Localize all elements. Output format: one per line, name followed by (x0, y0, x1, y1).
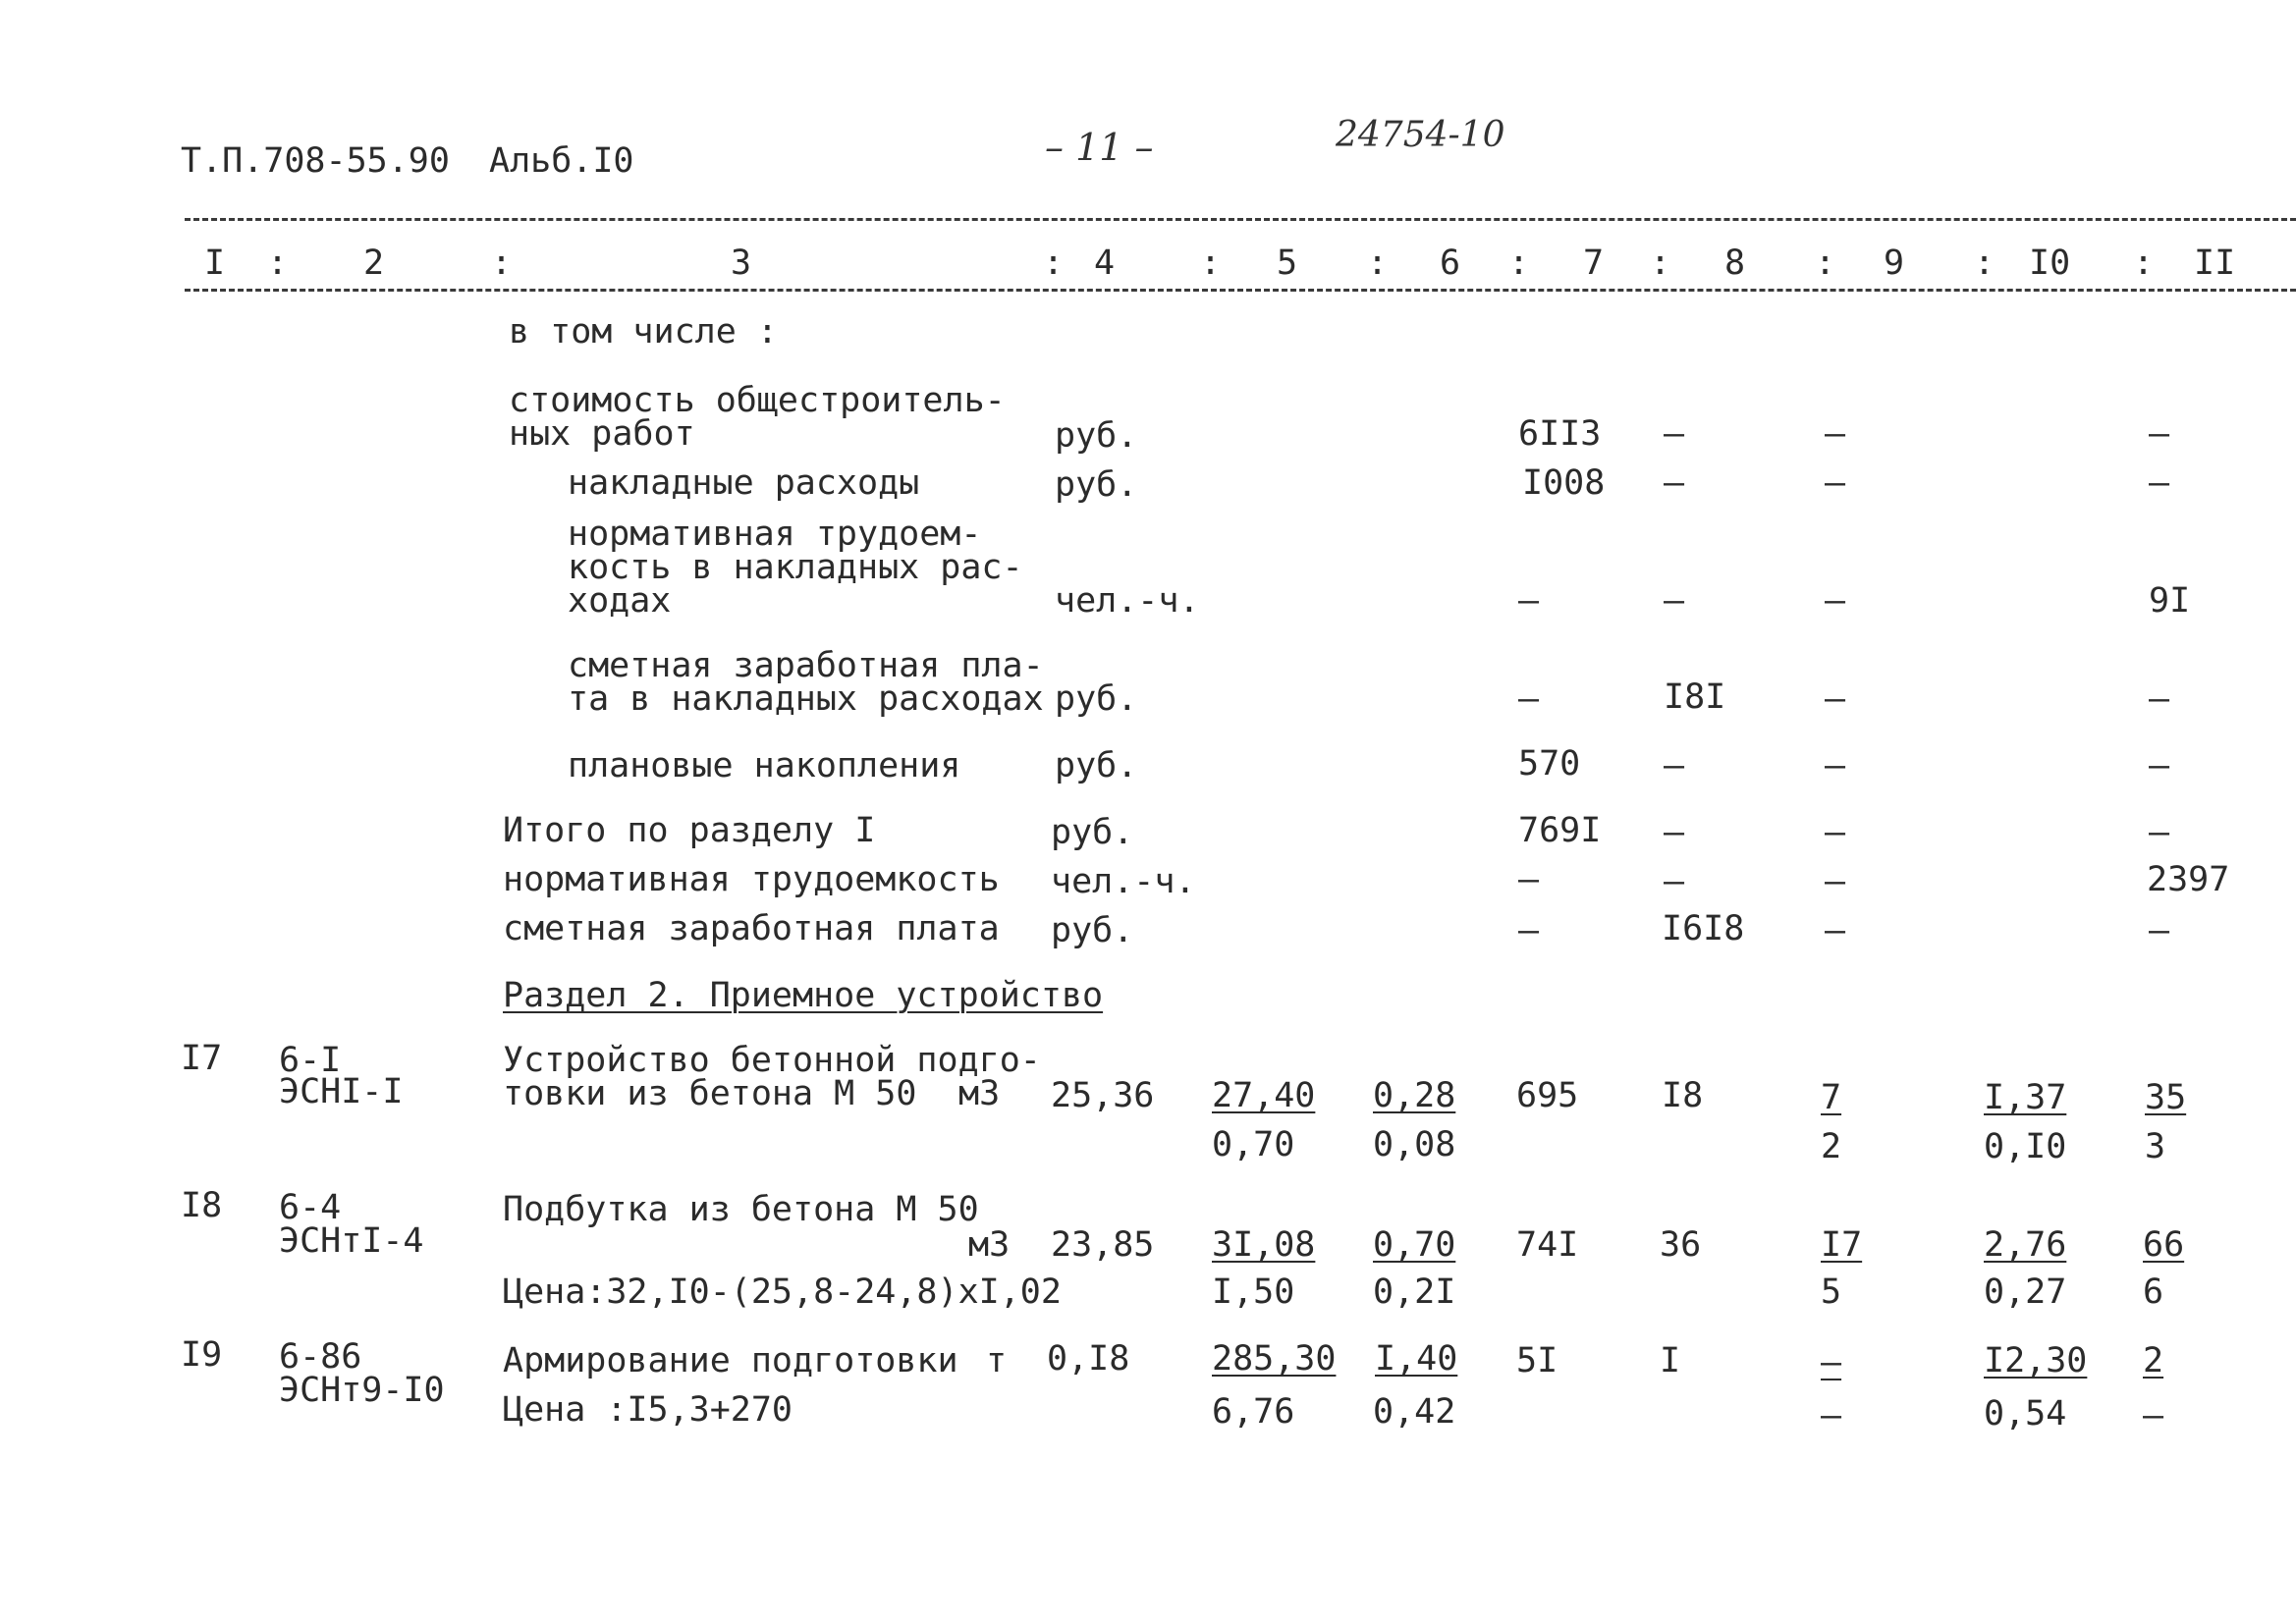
cell-c11-top: 2 (2143, 1341, 2164, 1380)
cell-c11-bottom: 3 (2145, 1127, 2166, 1166)
col-sep: : (267, 243, 289, 283)
cell-c10-bottom: 0,27 (1984, 1272, 2067, 1312)
cell-c11-bottom: 6 (2143, 1272, 2164, 1312)
cell-c9-bottom: 2 (1821, 1127, 1842, 1166)
col-sep: : (1367, 243, 1389, 283)
cell-c7: 570 (1518, 744, 1581, 784)
cell-c6-top: 0,28 (1373, 1076, 1456, 1115)
cell-c11-top: 66 (2143, 1225, 2185, 1265)
top-rule (185, 218, 2296, 221)
norm-code: 6-4 (279, 1188, 342, 1227)
col-10: I0 (2029, 243, 2071, 283)
col-9: 9 (1884, 243, 1905, 283)
norm-code: 6-I (279, 1041, 342, 1080)
col-5: 5 (1277, 243, 1298, 283)
col-2: 2 (363, 243, 385, 283)
cell-c5-bottom: 0,70 (1212, 1125, 1295, 1164)
cell-c8: – (1664, 746, 1685, 785)
price-formula: Цена:32,I0-(25,8-24,8)хI,02 (503, 1272, 1062, 1312)
col-8: 8 (1724, 243, 1746, 283)
cell-c8: – (1664, 581, 1685, 621)
cell-c7: – (1518, 911, 1540, 950)
cell-c10-top: I2,30 (1984, 1341, 2088, 1380)
cell-c8: I (1660, 1341, 1681, 1380)
album-label: Альб.I0 (489, 141, 634, 181)
col-1: I (204, 243, 226, 283)
cell-c9: – (1825, 463, 1846, 503)
cell-c6-bottom: 0,2I (1373, 1272, 1456, 1312)
cell-c7: 769I (1518, 811, 1602, 850)
cell-c9-top: 7 (1821, 1078, 1842, 1117)
cell-c7: 74I (1516, 1225, 1579, 1265)
row-unit: руб. (1055, 679, 1138, 719)
row-desc: ходах (568, 581, 672, 621)
row-unit: руб. (1055, 746, 1138, 785)
cell-c7: I008 (1522, 463, 1606, 503)
cell-c7: – (1518, 679, 1540, 719)
cell-c11: – (2149, 679, 2170, 719)
norm-code: ЭСНт9-I0 (279, 1371, 445, 1410)
cell-c11: – (2149, 911, 2170, 950)
cell-c7: 5I (1516, 1341, 1558, 1380)
cell-c8: 36 (1660, 1225, 1702, 1265)
sheet-code: 24754-10 (1336, 115, 1505, 155)
item-number: I7 (181, 1039, 223, 1078)
row-desc: сметная заработная плата (503, 909, 1000, 948)
item-number: I8 (181, 1186, 223, 1225)
col-sep: : (1974, 243, 1995, 283)
row-desc: та в накладных расходах (568, 679, 1044, 719)
cell-c8: I6I8 (1662, 909, 1745, 948)
cell-c8: – (1664, 813, 1685, 852)
page-number: – 11 – (1045, 126, 1154, 169)
row-desc: нормативная трудоем- (568, 514, 982, 554)
row-desc: Подбутка из бетона М 50 (503, 1190, 979, 1229)
row-desc: Армирование подготовки (503, 1341, 958, 1380)
row-unit: руб. (1055, 465, 1138, 505)
section-total-label: Итого по разделу I (503, 811, 876, 850)
cell-c9: – (1825, 862, 1846, 901)
row-desc: накладные расходы (568, 463, 920, 503)
cell-c7: 6II3 (1518, 414, 1602, 454)
cell-c9-top: – (1821, 1343, 1842, 1382)
cell-c9: – (1825, 746, 1846, 785)
cell-c7: 695 (1516, 1076, 1579, 1115)
cell-c5-top: 285,30 (1212, 1339, 1337, 1379)
row-unit: м3 (958, 1074, 1001, 1113)
cell-c9-bottom: 5 (1821, 1272, 1842, 1312)
cell-c11-bottom: – (2143, 1396, 2164, 1435)
cell-c6-top: I,40 (1375, 1339, 1458, 1379)
row-desc: кость в накладных рас- (568, 548, 1023, 587)
row-unit: чел.-ч. (1055, 581, 1200, 621)
cell-c9: – (1825, 911, 1846, 950)
row-desc: ных работ (509, 414, 695, 454)
row-desc: сметная заработная пла- (568, 646, 1044, 685)
cell-c8: I8I (1664, 677, 1726, 717)
row-unit: т (986, 1341, 1008, 1380)
cell-c9: – (1825, 414, 1846, 454)
col-sep: : (1200, 243, 1222, 283)
document-code: Т.П.708-55.90 (181, 141, 450, 181)
cell-qty: 0,I8 (1047, 1339, 1130, 1379)
cell-c5-bottom: 6,76 (1212, 1392, 1295, 1432)
row-unit: руб. (1051, 911, 1134, 950)
cell-c11: – (2149, 463, 2170, 503)
cell-c11: 9I (2149, 581, 2191, 621)
cell-c9-bottom: – (1821, 1396, 1842, 1435)
col-3: 3 (731, 243, 752, 283)
norm-code: ЭСНтI-4 (279, 1221, 424, 1261)
col-sep: : (1043, 243, 1065, 283)
row-desc: товки из бетона М 50 (503, 1074, 917, 1113)
norm-code: ЭСНI-I (279, 1072, 404, 1111)
row-desc: Устройство бетонной подго- (503, 1041, 1041, 1080)
cell-c9: – (1825, 679, 1846, 719)
header-rule (185, 289, 2296, 292)
cell-qty: 25,36 (1051, 1076, 1155, 1115)
col-sep: : (491, 243, 513, 283)
cell-c9: – (1825, 813, 1846, 852)
row-unit: руб. (1055, 416, 1138, 456)
row-desc: нормативная трудоемкость (503, 860, 1000, 899)
cell-c8: – (1664, 414, 1685, 454)
cell-c5-top: 3I,08 (1212, 1225, 1316, 1265)
section-2-title: Раздел 2. Приемное устройство (503, 976, 1104, 1015)
cell-c5-bottom: I,50 (1212, 1272, 1295, 1312)
cell-c7: – (1518, 581, 1540, 621)
col-sep: : (1508, 243, 1530, 283)
cell-c7: – (1518, 860, 1540, 899)
row-unit: чел.-ч. (1051, 862, 1196, 901)
cell-c9-top: I7 (1821, 1225, 1863, 1265)
row-unit: руб. (1051, 813, 1134, 852)
norm-code: 6-86 (279, 1337, 362, 1377)
cell-c11: – (2149, 414, 2170, 454)
cell-c11: – (2149, 746, 2170, 785)
cell-c8: I8 (1662, 1076, 1704, 1115)
cell-c10-bottom: 0,54 (1984, 1394, 2067, 1434)
col-11: II (2194, 243, 2236, 283)
item-number: I9 (181, 1335, 223, 1375)
col-7: 7 (1583, 243, 1605, 283)
cell-c9: – (1825, 581, 1846, 621)
cell-c6-top: 0,70 (1373, 1225, 1456, 1265)
col-sep: : (2133, 243, 2155, 283)
including-label: в том числе : (509, 312, 778, 352)
col-sep: : (1650, 243, 1671, 283)
cell-c11-top: 35 (2145, 1078, 2187, 1117)
cell-c8: – (1664, 862, 1685, 901)
row-desc: стоимость общестроитель- (509, 381, 1006, 420)
price-formula: Цена :I5,3+270 (503, 1390, 793, 1430)
col-sep: : (1815, 243, 1836, 283)
cell-c10-bottom: 0,I0 (1984, 1127, 2067, 1166)
cell-c10-top: I,37 (1984, 1078, 2067, 1117)
row-desc: плановые накопления (568, 746, 961, 785)
cell-c11: – (2149, 813, 2170, 852)
cell-c8: – (1664, 463, 1685, 503)
cell-c6-bottom: 0,08 (1373, 1125, 1456, 1164)
cell-qty: 23,85 (1051, 1225, 1155, 1265)
cell-c5-top: 27,40 (1212, 1076, 1316, 1115)
row-unit: м3 (968, 1225, 1011, 1265)
cell-c10-top: 2,76 (1984, 1225, 2067, 1265)
col-6: 6 (1440, 243, 1461, 283)
cell-c6-bottom: 0,42 (1373, 1392, 1456, 1432)
col-4: 4 (1094, 243, 1116, 283)
cell-c11: 2397 (2147, 860, 2230, 899)
